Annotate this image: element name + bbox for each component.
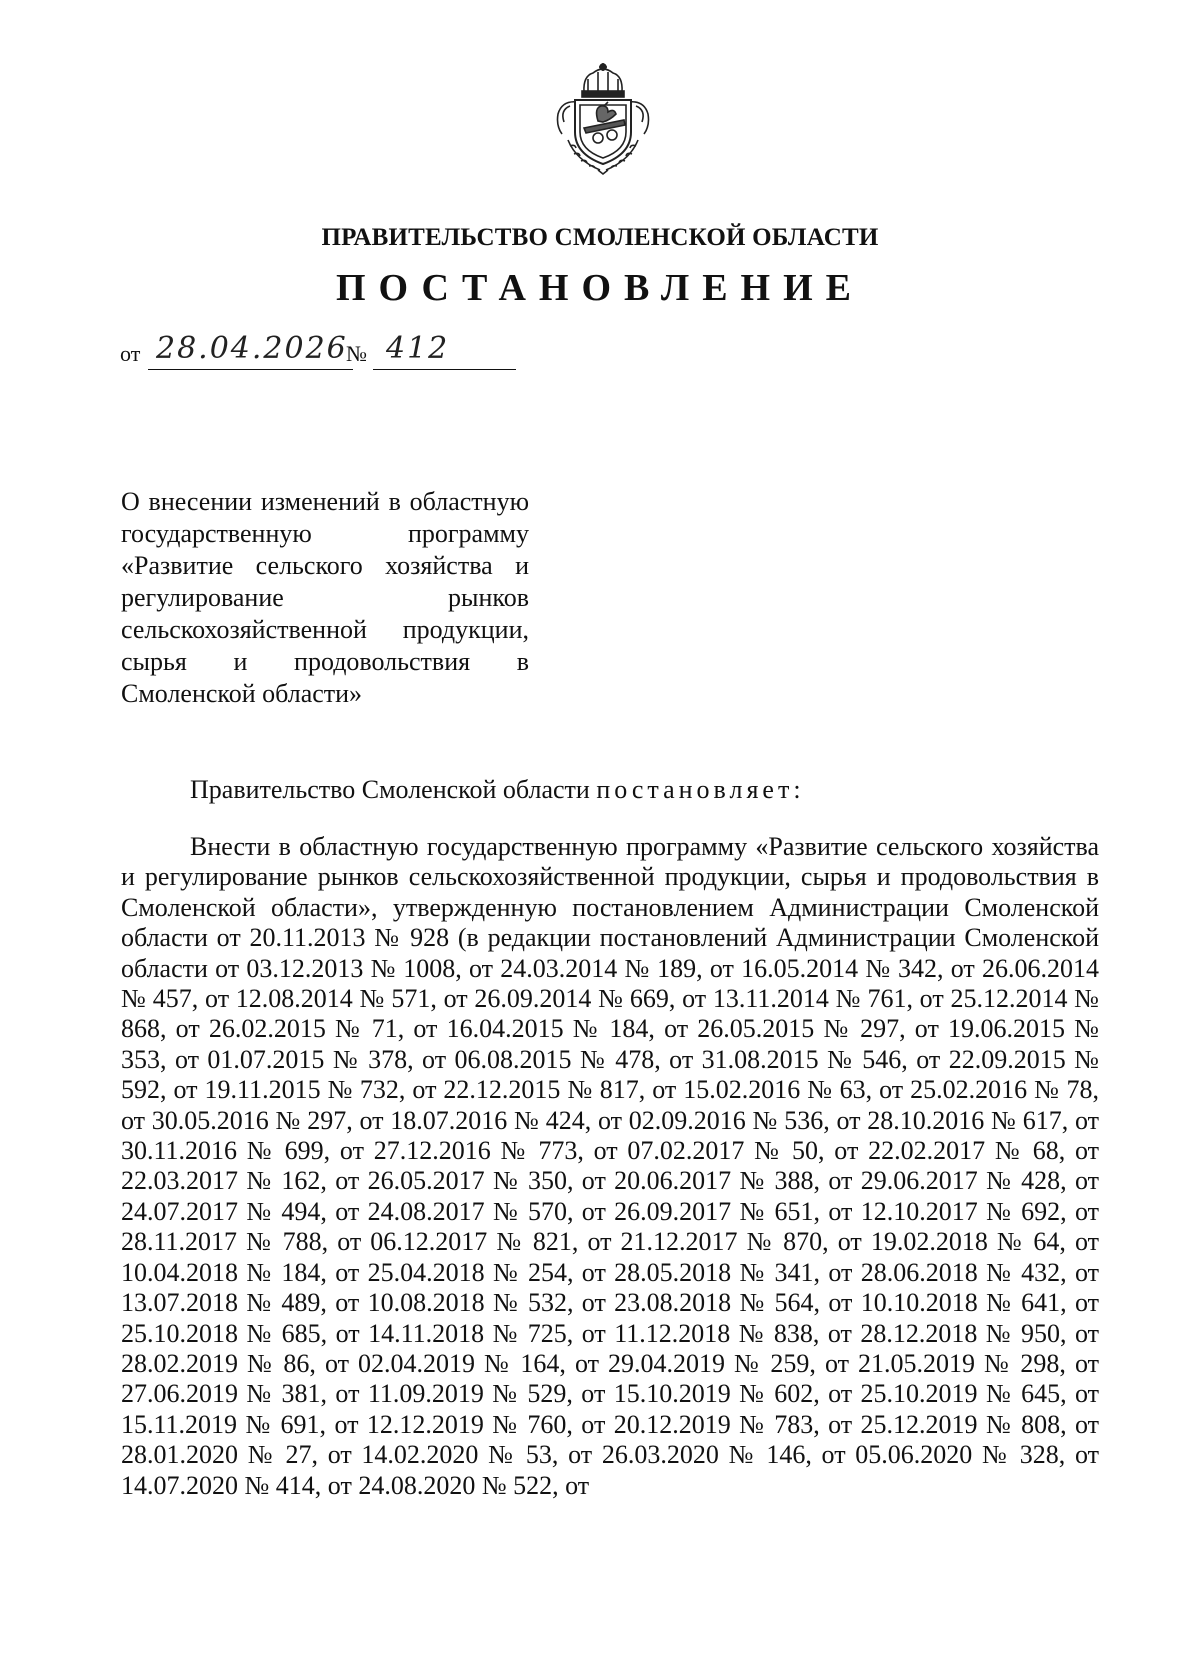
handwritten-number: 412 (386, 331, 450, 366)
handwritten-date: 28.04.2026 (156, 331, 348, 366)
coat-of-arms-icon (548, 62, 658, 176)
number-label: № (346, 341, 367, 366)
organization-heading: ПРАВИТЕЛЬСТВО СМОЛЕНСКОЙ ОБЛАСТИ (321, 224, 879, 251)
document-subject: О внесении изменений в областную государственную программу «Развитие сельского хозяйства и регулирование рынков сельскохозяйственной продукции, сырья и продовольствия в Смоленской области» (121, 487, 529, 708)
preamble-text: Правительство Смоленской области (190, 775, 597, 804)
document-type-heading: ПОСТАНОВЛЕНИЕ (335, 267, 865, 309)
date-underline (148, 369, 353, 370)
number-underline (373, 369, 516, 370)
from-label: от (120, 341, 141, 366)
preamble-verb: постановляет: (596, 775, 805, 804)
date-number-line (120, 331, 560, 367)
preamble (190, 775, 805, 805)
body-paragraph: Внести в областную государственную программу «Развитие сельского хозяйства и регулирование рынков сельскохозяйственной продукции, сырья и продовольствия в Смоленской области», утвержденную постановлением Администрации Смоленской области от 20.11.2013 № 928 (в редакции постановлений Администрации Смоленской области от 03.12.2013 № 1008, от 24.03.2014 № 189, от 16.05.2014 № 342, от 26.06.2014 № 457, от 12.08.2014 № 571, от 26.09.2014 № 669, от 13.11.2014 № 761, от 25.12.2014 № 868, от 26.02.2015 № 71, от 16.04.2015 № 184, от 26.05.2015 № 297, от 19.06.2015 № 353, от 01.07.2015 № 378, от 06.08.2015 № 478, от 31.08.2015 № 546, от 22.09.2015 № 592, от 19.11.2015 № 732, от 22.12.2015 № 817, от 15.02.2016 № 63, от 25.02.2016 № 78, от 30.05.2016 № 297, от 18.07.2016 № 424, от 02.09.2016 № 536, от 28.10.2016 № 617, от 30.11.2016 № 699, от 27.12.2016 № 773, от 07.02.2017 № 50, от 22.02.2017 № 68, от 22.03.2017 № 162, от 26.05.2017 № 350, от 20.06.2017 № 388, от 29.06.2017 № 428, от 24.07.2017 № 494, от 24.08.2017 № 570, от 26.09.2017 № 651, от 12.10.2017 № 692, от 28.11.2017 № 788, от 06.12.2017 № 821, от 21.12.2017 № 870, от 19.02.2018 № 64, от 10.04.2018 № 184, от 25.04.2018 № 254, от 28.05.2018 № 341, от 28.06.2018 № 432, от 13.07.2018 № 489, от 10.08.2018 № 532, от 23.08.2018 № 564, от 10.10.2018 № 641, от 25.10.2018 № 685, от 14.11.2018 № 725, от 11.12.2018 № 838, от 28.12.2018 № 950, от 28.02.2019 № 86, от 02.04.2019 № 164, от 29.04.2019 № 259, от 21.05.2019 № 298, от 27.06.2019 № 381, от 11.09.2019 № 529, от 15.10.2019 № 602, от 25.10.2019 № 645, от 15.11.2019 № 691, от 12.12.2019 № 760, от 20.12.2019 № 783, от 25.12.2019 № 808, от 28.01.2020 № 27, от 14.02.2020 № 53, от 26.03.2020 № 146, от 05.06.2020 № 328, от 14.07.2020 № 414, от 24.08.2020 № 522, от (121, 832, 1099, 1500)
